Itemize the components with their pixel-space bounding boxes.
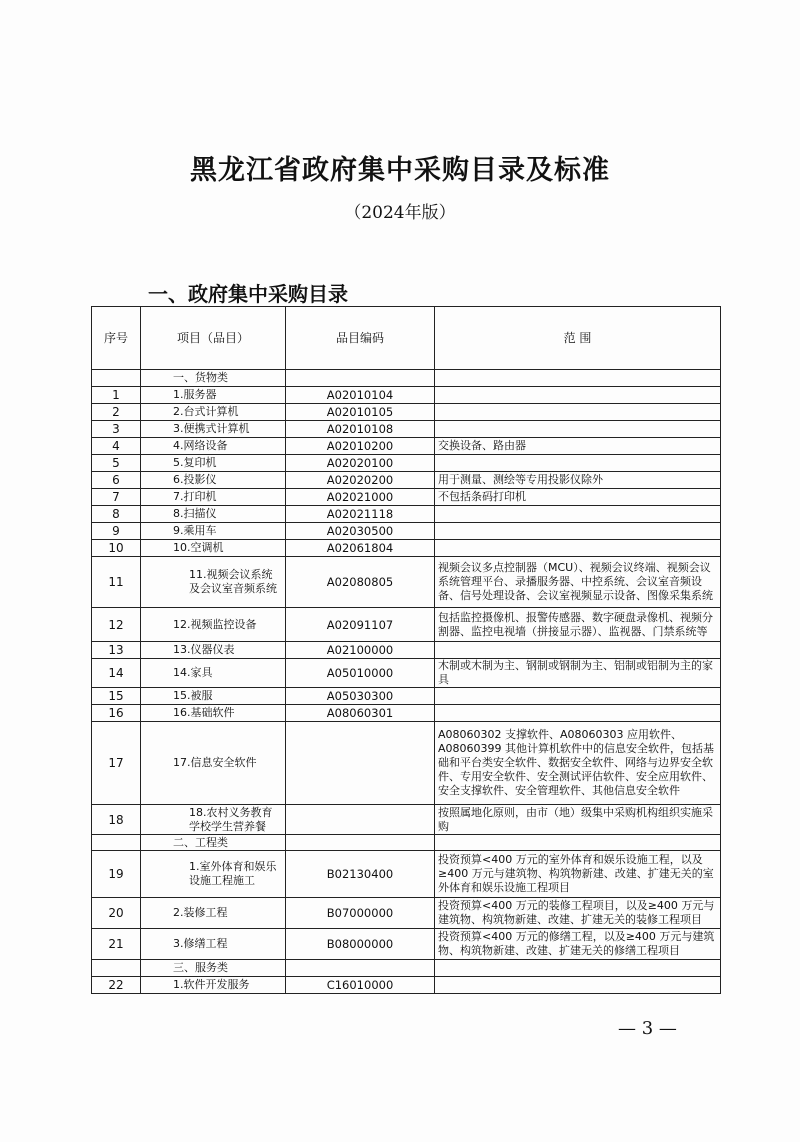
cell-item: 14.家具 <box>141 659 286 688</box>
table-row <box>92 472 721 489</box>
table-row <box>92 489 721 506</box>
table-header-row <box>92 307 721 370</box>
cell-item: 6.投影仪 <box>141 472 286 489</box>
cell-item: 13.仪器仪表 <box>141 642 286 659</box>
cell-scope <box>435 977 721 994</box>
cell-scope <box>435 506 721 523</box>
cell-no: 9 <box>92 523 141 540</box>
cell-scope: A08060302 支撑软件、A08060303 应用软件、A08060399 其他计算机软件中的信息安全软件，包括基础和平台类安全软件、数据安全软件、网络与边界安全软件、专用安全软件、安全测试评估软件、安全应用软件、安全支撑软件、安全管理软件、其他信息安全软件 <box>435 722 721 805</box>
category-label: 一、货物类 <box>141 370 286 387</box>
table-row <box>92 851 721 898</box>
category-row-works <box>92 835 721 851</box>
table-row <box>92 705 721 722</box>
cell-no: 12 <box>92 608 141 642</box>
cell-code: A02061804 <box>286 540 435 557</box>
cell-code: B07000000 <box>286 898 435 929</box>
cell-scope: 投资预算<400 万元的装修工程项目，以及≥400 万元与建筑物、构筑物新建、改建、扩建无关的装修工程项目 <box>435 898 721 929</box>
cell-code: A02021000 <box>286 489 435 506</box>
cell-no: 4 <box>92 438 141 455</box>
cell-item: 8.扫描仪 <box>141 506 286 523</box>
cell-no: 22 <box>92 977 141 994</box>
cell-scope <box>435 455 721 472</box>
cell-item: 1.服务器 <box>141 387 286 404</box>
header-no: 序号 <box>92 307 141 370</box>
cell-code: B02130400 <box>286 851 435 898</box>
cell-no: 5 <box>92 455 141 472</box>
cell-no: 10 <box>92 540 141 557</box>
cell-item: 2.台式计算机 <box>141 404 286 421</box>
cell-item: 11.视频会议系统及会议室音频系统 <box>141 557 286 608</box>
table-row <box>92 929 721 960</box>
header-item: 项目（品目） <box>141 307 286 370</box>
table-row <box>92 977 721 994</box>
cell-no: 11 <box>92 557 141 608</box>
section-heading: 一、政府集中采购目录 <box>148 282 348 306</box>
cell-code: A02010104 <box>286 387 435 404</box>
table-row <box>92 898 721 929</box>
table-row <box>92 659 721 688</box>
cell-no: 7 <box>92 489 141 506</box>
cell-no: 15 <box>92 688 141 705</box>
cell-item: 2.装修工程 <box>141 898 286 929</box>
table-row <box>92 642 721 659</box>
cell-code: A02010108 <box>286 421 435 438</box>
cell-code <box>286 805 435 835</box>
category-row-goods <box>92 370 721 387</box>
cell-code: A02010105 <box>286 404 435 421</box>
cell-scope: 木制或木制为主、钢制或钢制为主、铝制或铝制为主的家具 <box>435 659 721 688</box>
cell-code: A05010000 <box>286 659 435 688</box>
cell-no: 16 <box>92 705 141 722</box>
table-row <box>92 506 721 523</box>
cell-scope <box>435 642 721 659</box>
category-label: 三、服务类 <box>141 960 286 977</box>
cell-no: 18 <box>92 805 141 835</box>
category-row-services <box>92 960 721 977</box>
cell-code: A02010200 <box>286 438 435 455</box>
table-row <box>92 540 721 557</box>
cell-no: 19 <box>92 851 141 898</box>
page-subtitle: （2024年版） <box>344 203 456 223</box>
table-row <box>92 688 721 705</box>
cell-item: 18.农村义务教育学校学生营养餐 <box>141 805 286 835</box>
table-row <box>92 722 721 805</box>
cell-scope <box>435 540 721 557</box>
cell-scope <box>435 421 721 438</box>
cell-scope <box>435 705 721 722</box>
cell-item: 3.修缮工程 <box>141 929 286 960</box>
cell-no: 20 <box>92 898 141 929</box>
cell-code: A02080805 <box>286 557 435 608</box>
cell-scope <box>435 688 721 705</box>
cell-scope <box>435 387 721 404</box>
cell-item: 12.视频监控设备 <box>141 608 286 642</box>
cell-no: 1 <box>92 387 141 404</box>
table-row <box>92 455 721 472</box>
category-label: 二、工程类 <box>141 835 286 851</box>
cell-no: 3 <box>92 421 141 438</box>
cell-code <box>286 722 435 805</box>
cell-item: 10.空调机 <box>141 540 286 557</box>
table-row <box>92 557 721 608</box>
cell-code: A08060301 <box>286 705 435 722</box>
cell-scope: 投资预算<400 万元的室外体育和娱乐设施工程，以及≥400 万元与建筑物、构筑物新建、改建、扩建无关的室外体育和娱乐设施工程项目 <box>435 851 721 898</box>
table-row <box>92 523 721 540</box>
cell-item: 15.被服 <box>141 688 286 705</box>
cell-item: 4.网络设备 <box>141 438 286 455</box>
cell-scope: 视频会议多点控制器（MCU）、视频会议终端、视频会议系统管理平台、录播服务器、中控系统、会议室音频设备、信号处理设备、会议室视频显示设备、图像采集系统 <box>435 557 721 608</box>
cell-no: 2 <box>92 404 141 421</box>
cell-scope: 不包括条码打印机 <box>435 489 721 506</box>
cell-code: C16010000 <box>286 977 435 994</box>
cell-no: 13 <box>92 642 141 659</box>
cell-code: A02021118 <box>286 506 435 523</box>
table-row <box>92 387 721 404</box>
cell-code: B08000000 <box>286 929 435 960</box>
cell-code: A02091107 <box>286 608 435 642</box>
cell-scope: 投资预算<400 万元的修缮工程，以及≥400 万元与建筑物、构筑物新建、改建、扩建无关的修缮工程项目 <box>435 929 721 960</box>
cell-code: A02020200 <box>286 472 435 489</box>
table-row <box>92 805 721 835</box>
cell-code: A02030500 <box>286 523 435 540</box>
cell-no: 17 <box>92 722 141 805</box>
cell-item: 1.室外体育和娱乐设施工程施工 <box>141 851 286 898</box>
page-number: — 3 — <box>618 1018 677 1039</box>
cell-scope: 用于测量、测绘等专用投影仪除外 <box>435 472 721 489</box>
cell-item: 5.复印机 <box>141 455 286 472</box>
cell-no: 14 <box>92 659 141 688</box>
cell-item: 3.便携式计算机 <box>141 421 286 438</box>
cell-item: 9.乘用车 <box>141 523 286 540</box>
cell-no: 8 <box>92 506 141 523</box>
table-row <box>92 404 721 421</box>
table-row <box>92 608 721 642</box>
cell-item: 1.软件开发服务 <box>141 977 286 994</box>
cell-no: 21 <box>92 929 141 960</box>
cell-scope: 交换设备、路由器 <box>435 438 721 455</box>
cell-item: 7.打印机 <box>141 489 286 506</box>
cell-code: A02020100 <box>286 455 435 472</box>
cell-no: 6 <box>92 472 141 489</box>
cell-scope <box>435 404 721 421</box>
cell-scope: 按照属地化原则，由市（地）级集中采购机构组织实施采购 <box>435 805 721 835</box>
cell-scope: 包括监控摄像机、报警传感器、数字硬盘录像机、视频分割器、监控电视墙（拼接显示器）、监视器、门禁系统等 <box>435 608 721 642</box>
page-title: 黑龙江省政府集中采购目录及标准 <box>190 155 610 186</box>
cell-scope <box>435 523 721 540</box>
cell-item: 17.信息安全软件 <box>141 722 286 805</box>
table-row <box>92 421 721 438</box>
catalog-table <box>91 306 721 994</box>
cell-code: A02100000 <box>286 642 435 659</box>
cell-code: A05030300 <box>286 688 435 705</box>
table-row <box>92 438 721 455</box>
header-scope: 范 围 <box>435 307 721 370</box>
cell-item: 16.基础软件 <box>141 705 286 722</box>
header-code: 品目编码 <box>286 307 435 370</box>
